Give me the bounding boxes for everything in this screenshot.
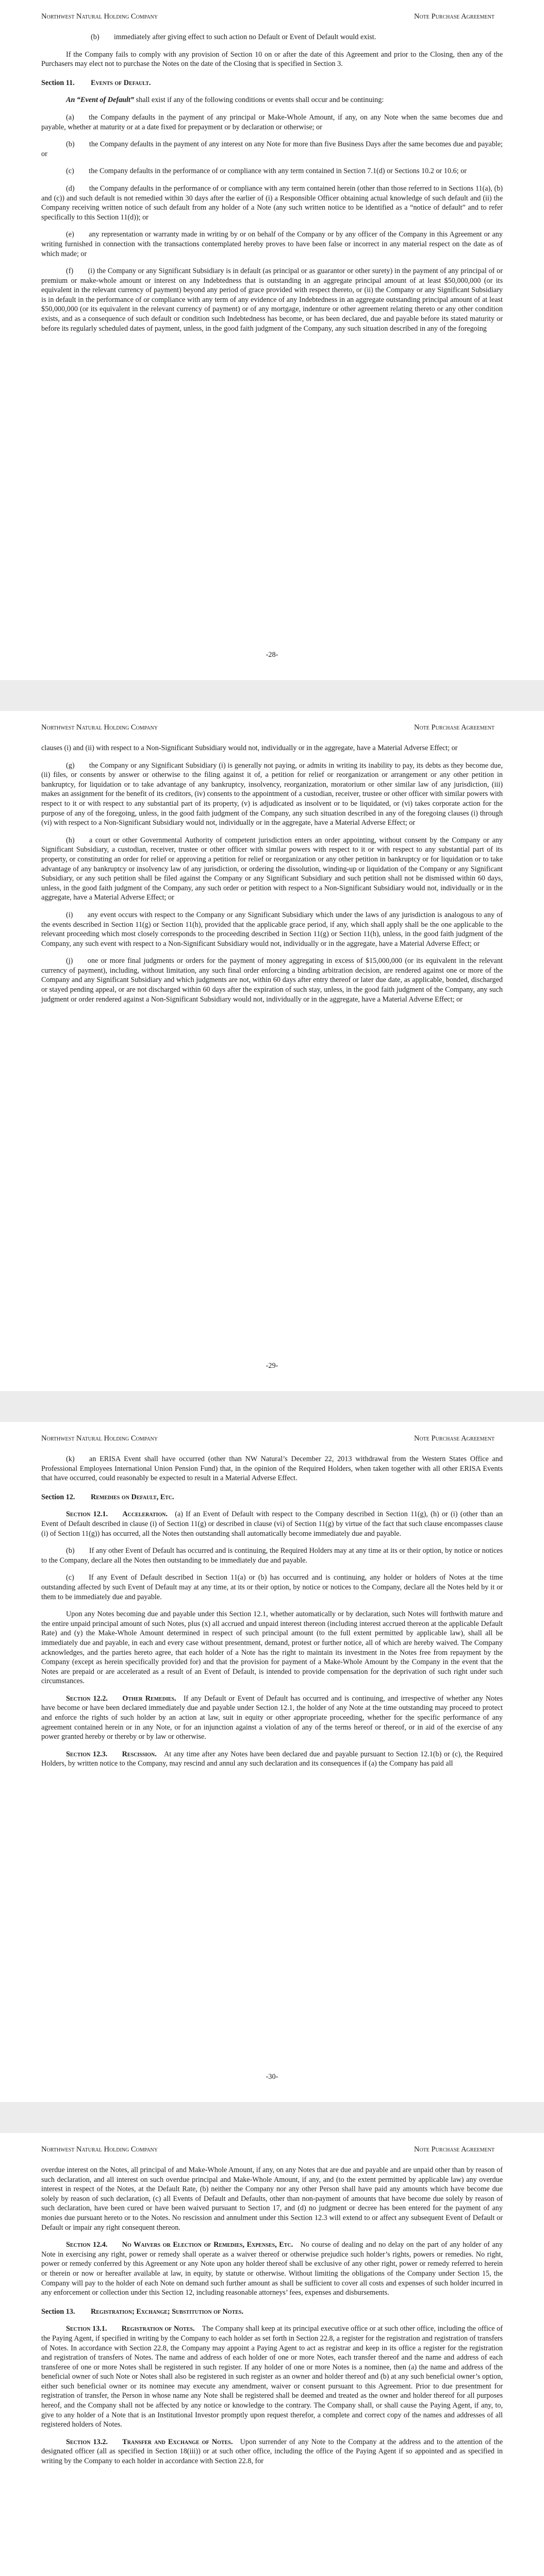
paragraph: (b) the Company defaults in the payment of any interest on any Note for more than five Business Days after the same becomes due and payable; or — [41, 140, 503, 158]
paragraph — [41, 2437, 503, 2466]
section-heading — [41, 1493, 503, 1502]
header-company: Northwest Natural Holding Company — [41, 2145, 158, 2154]
paragraph: (e) any representation or warranty made in writing by or on behalf of the Company or by any officer of the Company in this Agreement or any writing furnished in connection with the transactions contemplated hereby proves to have been false or incorrect in any material respect on the date as of which made; or — [41, 230, 503, 258]
paragraph: (b) immediately after giving effect to such action no Default or Event of Default would exist. — [91, 33, 376, 41]
paragraph — [41, 1694, 503, 1742]
subsection-heading: Section 13.2. Transfer and Exchange of Notes. — [66, 2437, 233, 2446]
header-company: Northwest Natural Holding Company — [41, 12, 158, 21]
paragraph — [41, 95, 503, 105]
paragraph: (b) If any other Event of Default has occurred and is continuing, the Required Holders may at any time at its or their option, by notice or notices to the Company, declare all the Notes then outstanding to be immediately due and payable. — [41, 1547, 503, 1565]
paragraph: Upon any Notes becoming due and payable under this Section 12.1, whether automatically or by declaration, such Notes will forthwith mature and the entire unpaid principal amount of such Notes, plus (x) all accrued and unpaid interest thereon (including interest accrued thereon at the applicable Default Rate) and (y) the Make-Whole Amount determined in respect of such principal amount (to the full extent permitted by applicable law), shall all be immediately due and payable, in each and every case without presentment, demand, protest or further notice, all of which are hereby waived. The Company acknowledges, and the parties hereto agree, that each holder of a Note has the right to maintain its investment in the Notes free from repayment by the Company (except as herein specifically provided for) and that the provision for payment of a Make-Whole Amount by the Company in the event that the Notes are prepaid or are accelerated as a result of an Event of Default, is intended to provide compensation for the deprivation of such right under such circumstances. — [41, 1610, 503, 1686]
paragraph-text: The Company shall keep at its principal executive office or at such other office, including the office of the Paying Agent, if specified in writing by the Company to each holder as set forth in Section 22.8, a register for the registration and registration of transfers of Notes. In accordance with Section 22.8, the Company may appoint a Paying Agent to act as registrar and keep in its office a register for the registration and registration of transfers of Notes. The name and address of each holder of one or more Notes, each transfer thereof and the name and address of each transferee of one or more Notes shall be registered in such register. If any holder of one or more Notes is a nominee, then (a) the name and address of the beneficial owner of such Note or Notes shall also be registered in such register as an owner and holder thereof and (b) at any such beneficial owner’s option, either such beneficial owner or its nominee may execute any amendment, waiver or consent pursuant to this Agreement. Prior to due presentment for registration of transfer, the Person in whose name any Note shall be registered shall be deemed and treated as the owner and holder thereof for all purposes hereof, and the Company shall not be affected by any notice or knowledge to the contrary. The Company shall, or shall cause the Paying Agent, if any, to, give to any holder of a Note that is an Institutional Investor promptly upon request therefor, a complete and correct copy of the names and addresses of all registered holders of Notes. — [41, 2325, 503, 2429]
section-title: Remedies on Default, Etc. — [91, 1493, 174, 1501]
page-number: -28- — [266, 651, 278, 659]
section-number: Section 13. — [41, 2307, 75, 2316]
page-30 — [0, 1422, 544, 2102]
page-28 — [0, 0, 544, 680]
paragraph: (c) If any Event of Default described in Section 11(a) or (b) has occurred and is continuing, any holder or holders of Notes at the time outstanding affected by such Event of Default may at any time, at its or their option, by notice or notices to the Company, declare all the Notes held by it or them to be immediately due and payable. — [41, 1573, 503, 1601]
paragraph: (d) the Company defaults in the performance of or compliance with any term contained herein (other than those referred to in Sections 11(a), (b) and (c)) and such default is not remedied within 30 days after the earlier of (i) a Responsible Officer obtaining actual knowledge of such default and (ii) the Company receiving written notice of such default from any holder of a Note (any such written notice to be identified as a “notice of default” and to refer specifically to this Section 11(d)); or — [41, 184, 503, 222]
subsection-heading: Section 12.1. Acceleration. — [66, 1510, 168, 1519]
section-heading — [41, 2307, 503, 2317]
paragraph: (h) a court or other Governmental Authority of competent jurisdiction enters an order appointing, without consent by the Company or any Significant Subsidiary, a custodian, receiver, trustee or other officer with similar powers with respect to it or with respect to any substantial part of its property, or constituting an order for relief or approving a petition for relief or reorganization or any other petition in bankruptcy or for liquidation or to take advantage of any bankruptcy or insolvency law of any jurisdiction, or ordering the dissolution, winding-up or liquidation of the Company or any Significant Subsidiary, or any such petition shall be filed against the Company or any Significant Subsidiary and such petition shall not be dismissed within 60 days, unless, in the good faith judgment of the Company, any such order or petition with respect to a Non-Significant Subsidiary would not, individually or in the aggregate, have a Material Adverse Effect; or — [41, 836, 503, 902]
page-number: -29- — [266, 1362, 278, 1370]
subsection-heading: Section 12.3. Rescission. — [66, 1750, 157, 1758]
section-number: Section 11. — [41, 78, 75, 87]
paragraph: clauses (i) and (ii) with respect to a Non-Significant Subsidiary would not, individually or in the aggregate, have a Material Adverse Effect; or — [41, 744, 458, 752]
paragraph-text: If any Default or Event of Default has occurred and is continuing, and irrespective of whether any Notes have become or have been declared immediately due and payable under Section 12.1, the holder of any Note at the time outstanding may proceed to protect and enforce the rights of such holder by an action at law, suit in equity or other appropriate proceeding, whether for the specific performance of any agreement contained herein or in any Note, or for an injunction against a violation of any of the terms hereof or thereof, or in aid of the exercise of any power granted hereby or thereby or by law or otherwise. — [41, 1694, 503, 1741]
defined-term: An “Event of Default” — [66, 96, 135, 105]
paragraph-text: (a) If an Event of Default with respect to the Company described in Section 11(g), (h) or (i) (other than an Event of Default described in clause (i) of Section 11(g) or described in clause (vi) of Section 11(g) by virtue of the fact that such clause encompasses clause (i) of Section 11(g)) has occurred, all the Notes then outstanding shall automatically become immediately due and payable. — [41, 1510, 503, 1538]
paragraph-text: Upon surrender of any Note to the Company at the address and to the attention of the designated officer (all as specified in Section 18(iii)) or at such other office, including the office of the Paying Agent if so appointed and as specified in writing by the Company to each holder in accordance with Section 22.8, for — [41, 2437, 503, 2466]
paragraph-text: shall exist if any of the following conditions or events shall occur and be continuing: — [134, 96, 384, 105]
paragraph: (a) the Company defaults in the payment of any principal or Make-Whole Amount, if any, on any Note when the same becomes due and payable, whether at maturity or at a date fixed for prepayment or by declaration or otherwise; or — [41, 113, 503, 131]
header-document: Note Purchase Agreement — [414, 723, 494, 732]
paragraph — [41, 2240, 503, 2298]
section-number: Section 12. — [41, 1493, 75, 1501]
paragraph-text: No course of dealing and no delay on the part of any holder of any Note in exercising any right, power or remedy shall operate as a waiver thereof or otherwise prejudice such holder’s rights, powers or remedies. No right, power or remedy conferred by this Agreement or any Note upon any holder thereof shall be exclusive of any other right, power or remedy referred to herein or therein or now or hereafter available at law, in equity, by statute or otherwise. Without limiting the obligations of the Company under Section 15, the Company will pay to the holder of each Note on demand such further amount as shall be sufficient to cover all costs and expenses of such holder incurred in any enforcement or collection under this Section 12, including reasonable attorneys’ fees, expenses and disbursements. — [41, 2241, 503, 2297]
page-header — [41, 12, 503, 21]
paragraph: (f) (i) the Company or any Significant Subsidiary is in default (as principal or as guarantor or other surety) in the payment of any principal of or premium or make-whole amount or interest on any Indebtedness that is outstanding in an aggregate principal amount of at least $50,000,000 (or its equivalent in the relevant currency of payment) beyond any period of grace provided with respect thereto, or (ii) the Company or any Significant Subsidiary is in default in the performance of or compliance with any term of any evidence of any Indebtedness in an aggregate outstanding principal amount of at least $50,000,000 (or its equivalent in the relevant currency of payment) or of any mortgage, indenture or other agreement relating thereto or any other condition exists, and as a consequence of such default or condition such Indebtedness has become, or has been declared, due and payable before its stated maturity or before its regularly scheduled dates of payment, unless, in the good faith judgment of the Company, any such situation described in any of the foregoing — [41, 267, 503, 333]
page-31 — [0, 2133, 544, 2576]
paragraph: (j) one or more final judgments or orders for the payment of money aggregating in excess of $15,000,000 (or its equivalent in the relevant currency of payment), including, without limitation, any such final order enforcing a binding arbitration decision, are rendered against one or more of the Company and any Significant Subsidiary and which judgments are not, within 60 days after entry thereof or later due date, as applicable, bonded, discharged or stayed pending appeal, or are not discharged within 60 days after the expiration of such stay, unless, in the good faith judgment of the Company, any such judgment or order rendered against a Non-Significant Subsidiary would not, individually or in the aggregate, have a Material Adverse Effect; or — [41, 957, 503, 1004]
subsection-heading: Section 12.2. Other Remedies. — [66, 1694, 176, 1703]
paragraph: (g) the Company or any Significant Subsidiary (i) is generally not paying, or admits in writing its inability to pay, its debts as they become due, (ii) files, or consents by answer or otherwise to the filing against it of, a petition for relief or reorganization or arrangement or any other petition in bankruptcy, for liquidation or to take advantage of any bankruptcy, insolvency, reorganization, moratorium or other similar law of any jurisdiction, (iii) makes an assignment for the benefit of its creditors, (iv) consents to the appointment of a custodian, receiver, trustee or other officer with similar powers with respect to it or with respect to any substantial part of its property, (v) is adjudicated as insolvent or to be liquidated, or (vi) takes corporate action for the purpose of any of the foregoing, unless, in the good faith judgment of the Company, any such situation described in any of the foregoing clauses (i) through (vi) with respect to a Non-Significant Subsidiary would not, individually or in the aggregate, have a Material Adverse Effect; or — [41, 761, 503, 827]
page-number: -30- — [266, 2073, 278, 2081]
page-29 — [0, 711, 544, 1391]
section-title: Registration; Exchange; Substitution of Notes. — [91, 2307, 244, 2316]
header-company: Northwest Natural Holding Company — [41, 1434, 158, 1443]
header-document: Note Purchase Agreement — [414, 2145, 494, 2154]
header-document: Note Purchase Agreement — [414, 1434, 494, 1443]
subsection-heading: Section 12.4. No Waivers or Election of Remedies, Expenses, Etc. — [66, 2241, 293, 2249]
paragraph: If the Company fails to comply with any provision of Section 10 on or after the date of this Agreement and prior to the Closing, then any of the Purchasers may elect not to purchase the Notes on the date of the Closing that is specified in Section 3. — [41, 50, 503, 69]
paragraph: overdue interest on the Notes, all principal of and Make-Whole Amount, if any, on any Notes that are due and payable and are unpaid other than by reason of such declaration, and all interest on such overdue principal and Make-Whole Amount, if any, and (to the extent permitted by applicable law) any overdue interest in respect of the Notes, at the Default Rate, (b) neither the Company nor any other Person shall have paid any amounts which have become due solely by reason of such declaration, (c) all Events of Default and Defaults, other than non-payment of amounts that have become due solely by reason of such declaration, have been cured or have been waived pursuant to Section 17, and (d) no judgment or decree has been entered for the payment of any monies due pursuant hereto or to the Notes. No rescission and annulment under this Section 12.3 will extend to or affect any subsequent Event of Default or Default or impair any right consequent thereon. — [41, 2166, 503, 2232]
subsection-heading: Section 13.1. Registration of Notes. — [66, 2325, 195, 2333]
paragraph — [41, 2324, 503, 2430]
header-document: Note Purchase Agreement — [414, 12, 494, 21]
page-header — [41, 723, 503, 732]
paragraph-text: At any time after any Notes have been declared due and payable pursuant to Section 12.1(b) or (c), the Required Holders, by written notice to the Company, may rescind and annul any such declaration and its consequences if (a) the Company has paid all — [41, 1750, 503, 1768]
paragraph — [41, 1510, 503, 1538]
section-heading — [41, 78, 503, 88]
page-header — [41, 2145, 503, 2154]
paragraph: (c) the Company defaults in the performance of or compliance with any term contained in Section 7.1(d) or Sections 10.2 or 10.6; or — [66, 167, 467, 176]
page-header — [41, 1434, 503, 1443]
header-company: Northwest Natural Holding Company — [41, 723, 158, 732]
paragraph: (i) any event occurs with respect to the Company or any Significant Subsidiary which under the laws of any jurisdiction is analogous to any of the events described in Section 11(g) or Section 11(h), provided that the applicable grace period, if any, which shall apply shall be the one applicable to the relevant proceeding which most closely corresponds to the proceeding described in Section 11(g) or Section 11(h), unless, in the good faith judgment of the Company, any such event with respect to a Non-Significant Subsidiary would not, individually or in the aggregate, have a Material Adverse Effect; or — [41, 910, 503, 948]
paragraph — [41, 1750, 503, 1769]
paragraph: (k) an ERISA Event shall have occurred (other than NW Natural’s December 22, 2013 withdrawal from the Western States Office and Professional Employees International Union Pension Fund) that, in the opinion of the Required Holders, when taken together with all other ERISA Events that have occurred, could reasonably be expected to result in a Material Adverse Effect. — [41, 1455, 503, 1483]
section-title: Events of Default. — [91, 78, 151, 87]
